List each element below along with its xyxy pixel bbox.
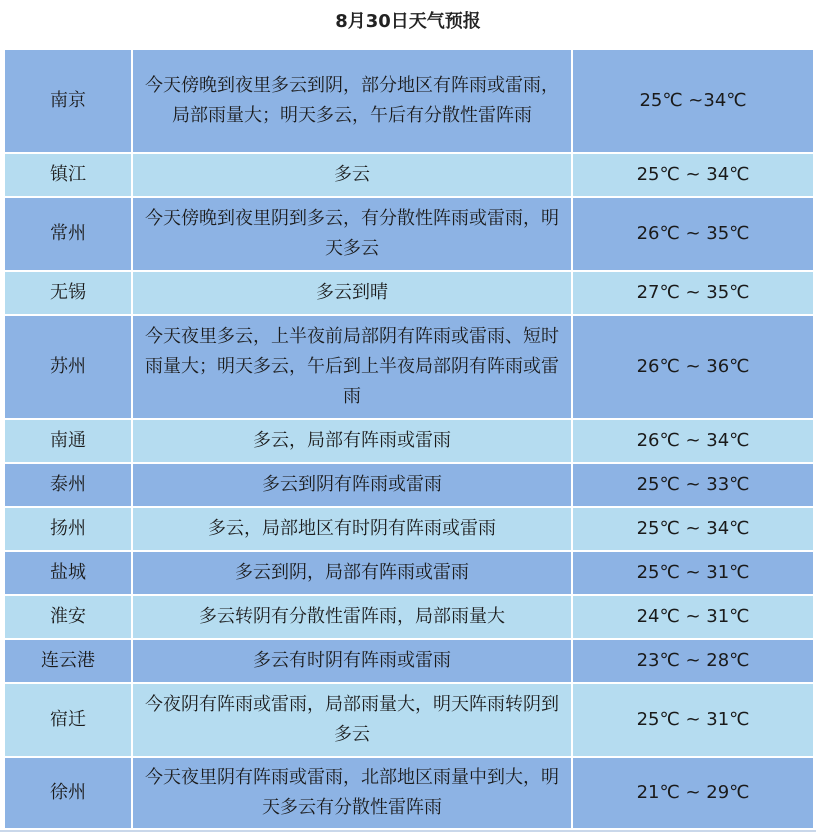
forecast-cell: 今天傍晚到夜里阴到多云，有分散性阵雨或雷雨，明天多云 bbox=[132, 197, 572, 271]
city-cell: 无锡 bbox=[4, 271, 132, 315]
forecast-cell: 今夜阴有阵雨或雷雨，局部雨量大，明天阵雨转阴到多云 bbox=[132, 683, 572, 757]
forecast-cell: 今天夜里阴有阵雨或雷雨，北部地区雨量中到大，明天多云有分散性雷阵雨 bbox=[132, 757, 572, 829]
temperature-cell: 26℃ ~ 36℃ bbox=[572, 315, 814, 419]
temperature-cell: 25℃ ~ 33℃ bbox=[572, 463, 814, 507]
table-row bbox=[4, 419, 814, 463]
temperature-cell: 26℃ ~ 34℃ bbox=[572, 419, 814, 463]
temperature-cell: 26℃ ~ 35℃ bbox=[572, 197, 814, 271]
city-cell: 连云港 bbox=[4, 639, 132, 683]
city-cell: 南京 bbox=[4, 49, 132, 153]
city-cell: 淮安 bbox=[4, 595, 132, 639]
temperature-cell: 27℃ ~ 35℃ bbox=[572, 271, 814, 315]
forecast-cell: 多云到晴 bbox=[132, 271, 572, 315]
page-title: 8月30日天气预报 bbox=[335, 11, 481, 32]
temperature-cell: 25℃ ~ 31℃ bbox=[572, 683, 814, 757]
city-cell: 镇江 bbox=[4, 153, 132, 197]
city-cell: 宿迁 bbox=[4, 683, 132, 757]
forecast-cell: 多云转阴有分散性雷阵雨，局部雨量大 bbox=[132, 595, 572, 639]
table-row bbox=[4, 595, 814, 639]
forecast-cell: 多云到阴有阵雨或雷雨 bbox=[132, 463, 572, 507]
table-row bbox=[4, 49, 814, 153]
city-cell: 苏州 bbox=[4, 315, 132, 419]
temperature-cell: 25℃ ~ 31℃ bbox=[572, 551, 814, 595]
city-cell: 扬州 bbox=[4, 507, 132, 551]
temperature-cell: 25℃ ~34℃ bbox=[572, 49, 814, 153]
table-row bbox=[4, 271, 814, 315]
temperature-cell: 24℃ ~ 31℃ bbox=[572, 595, 814, 639]
city-cell: 南通 bbox=[4, 419, 132, 463]
table-row bbox=[4, 757, 814, 829]
table-row bbox=[4, 153, 814, 197]
city-cell: 泰州 bbox=[4, 463, 132, 507]
table-row bbox=[4, 683, 814, 757]
table-row bbox=[4, 463, 814, 507]
forecast-cell: 今天夜里多云，上半夜前局部阴有阵雨或雷雨、短时雨量大；明天多云，午后到上半夜局部阴有阵雨或雷雨 bbox=[132, 315, 572, 419]
forecast-cell: 多云到阴，局部有阵雨或雷雨 bbox=[132, 551, 572, 595]
table-row bbox=[4, 507, 814, 551]
forecast-cell: 多云有时阴有阵雨或雷雨 bbox=[132, 639, 572, 683]
table-row bbox=[4, 315, 814, 419]
forecast-cell: 多云 bbox=[132, 153, 572, 197]
forecast-cell: 今天傍晚到夜里多云到阴，部分地区有阵雨或雷雨，局部雨量大；明天多云，午后有分散性雷阵雨 bbox=[132, 49, 572, 153]
forecast-cell: 多云，局部有阵雨或雷雨 bbox=[132, 419, 572, 463]
table-row bbox=[4, 639, 814, 683]
bottom-divider bbox=[0, 830, 816, 832]
temperature-cell: 25℃ ~ 34℃ bbox=[572, 153, 814, 197]
table-row bbox=[4, 551, 814, 595]
city-cell: 徐州 bbox=[4, 757, 132, 829]
temperature-cell: 21℃ ~ 29℃ bbox=[572, 757, 814, 829]
table-row bbox=[4, 197, 814, 271]
forecast-table bbox=[3, 48, 815, 830]
city-cell: 盐城 bbox=[4, 551, 132, 595]
forecast-cell: 多云，局部地区有时阴有阵雨或雷雨 bbox=[132, 507, 572, 551]
forecast-table-container bbox=[3, 48, 813, 830]
temperature-cell: 25℃ ~ 34℃ bbox=[572, 507, 814, 551]
temperature-cell: 23℃ ~ 28℃ bbox=[572, 639, 814, 683]
city-cell: 常州 bbox=[4, 197, 132, 271]
